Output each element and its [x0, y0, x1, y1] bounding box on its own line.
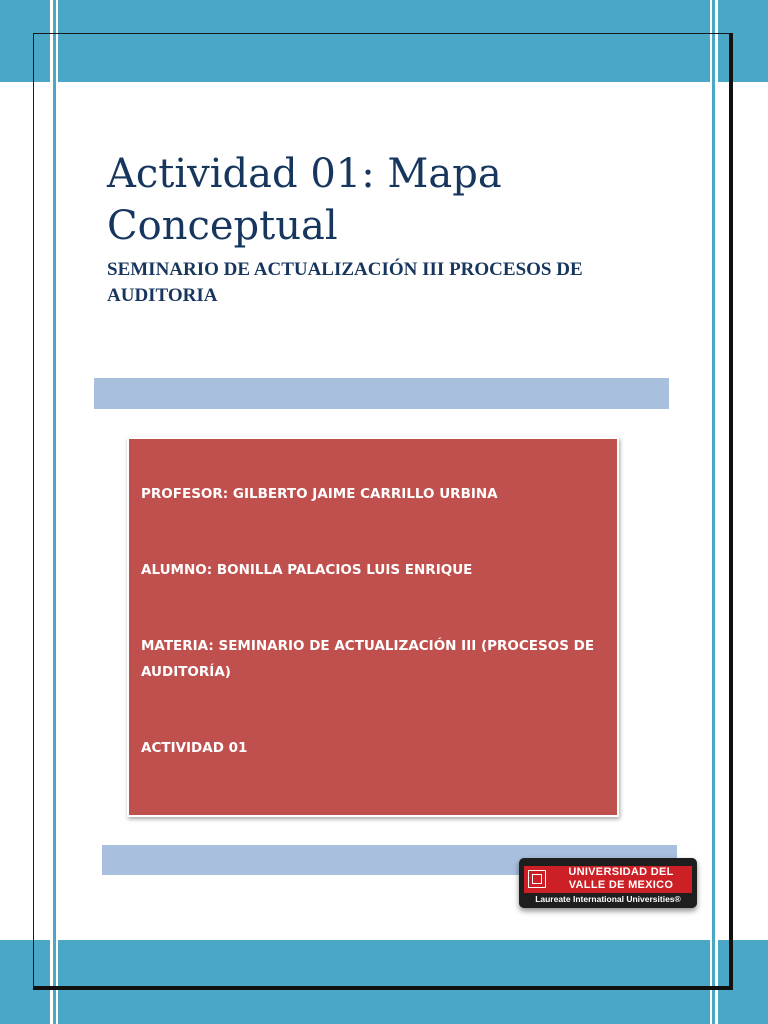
document-title: Actividad 01: Mapa Conceptual	[107, 151, 502, 249]
logo-red-panel	[524, 866, 692, 893]
subject-line: MATERIA: SEMINARIO DE ACTUALIZACIÓN III (PROCESOS DE AUDITORÍA)	[141, 638, 595, 680]
professor-line: PROFESOR: GILBERTO JAIME CARRILLO URBINA	[141, 486, 498, 502]
upper-accent-bar	[94, 378, 669, 409]
university-logo	[519, 858, 697, 908]
logo-line-1: UNIVERSIDAD DEL	[568, 866, 674, 878]
university-emblem-icon	[528, 870, 546, 888]
logo-line-2: VALLE DE MEXICO	[568, 879, 674, 891]
document-subtitle: SEMINARIO DE ACTUALIZACIÓN III PROCESOS DE AUDITORIA	[107, 259, 583, 306]
student-line: ALUMNO: BONILLA PALACIOS LUIS ENRIQUE	[141, 562, 473, 578]
logo-tagline: Laureate International Universities®	[535, 894, 681, 904]
info-box	[127, 437, 619, 817]
activity-line: ACTIVIDAD 01	[141, 740, 248, 756]
